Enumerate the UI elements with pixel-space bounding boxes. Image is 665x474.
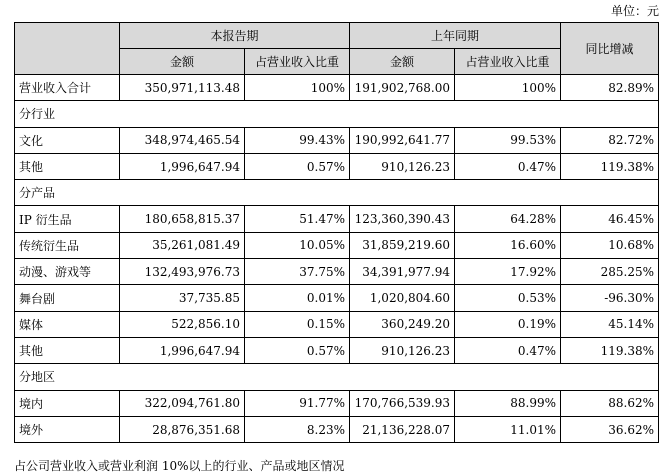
row-label: 舞台剧 <box>15 285 120 311</box>
prior-amount-cell: 31,859,219.60 <box>350 232 455 258</box>
table-row <box>15 127 659 153</box>
yoy-change-cell: 45.14% <box>561 311 659 337</box>
current-share-cell: 0.01% <box>245 285 350 311</box>
table-row <box>15 285 659 311</box>
section-label: 分行业 <box>15 101 659 127</box>
yoy-change-cell: 82.89% <box>561 75 659 101</box>
row-label: 动漫、游戏等 <box>15 259 120 285</box>
prior-amount-cell: 123,360,390.43 <box>350 206 455 232</box>
yoy-change-cell: 285.25% <box>561 259 659 285</box>
yoy-change-cell: 46.45% <box>561 206 659 232</box>
current-share-cell: 0.57% <box>245 153 350 179</box>
row-label: 传统衍生品 <box>15 232 120 258</box>
row-label: 境内 <box>15 390 120 416</box>
table-header <box>15 23 659 75</box>
yoy-change-cell: 82.72% <box>561 127 659 153</box>
row-label: 媒体 <box>15 311 120 337</box>
yoy-change-cell: 10.68% <box>561 232 659 258</box>
revenue-table <box>14 22 659 443</box>
header-current-period: 本报告期 <box>120 23 350 49</box>
table-row <box>15 232 659 258</box>
footnote: 占公司营业收入或营业利润 10%以上的行业、产品或地区情况 <box>14 459 345 473</box>
header-yoy-change: 同比增减 <box>561 23 659 75</box>
prior-amount-cell: 910,126.23 <box>350 153 455 179</box>
current-share-cell: 37.75% <box>245 259 350 285</box>
current-amount-cell: 180,658,815.37 <box>120 206 245 232</box>
table-row <box>15 416 659 442</box>
prior-share-cell: 11.01% <box>455 416 561 442</box>
current-amount-cell: 1,996,647.94 <box>120 337 245 363</box>
section-label: 分产品 <box>15 180 659 206</box>
prior-share-cell: 64.28% <box>455 206 561 232</box>
header-prior-share: 占营业收入比重 <box>455 49 561 75</box>
table-row <box>15 206 659 232</box>
current-amount-cell: 1,996,647.94 <box>120 153 245 179</box>
row-label: 其他 <box>15 153 120 179</box>
header-prior-period: 上年同期 <box>350 23 561 49</box>
current-amount-cell: 28,876,351.68 <box>120 416 245 442</box>
section-row <box>15 101 659 127</box>
row-label: 营业收入合计 <box>15 75 120 101</box>
prior-amount-cell: 191,902,768.00 <box>350 75 455 101</box>
header-current-amount: 金额 <box>120 49 245 75</box>
prior-amount-cell: 34,391,977.94 <box>350 259 455 285</box>
yoy-change-cell: 119.38% <box>561 153 659 179</box>
prior-share-cell: 0.47% <box>455 153 561 179</box>
current-share-cell: 51.47% <box>245 206 350 232</box>
current-amount-cell: 322,094,761.80 <box>120 390 245 416</box>
unit-label: 单位：元 <box>610 4 659 18</box>
table-body <box>15 75 659 443</box>
prior-share-cell: 17.92% <box>455 259 561 285</box>
table-row <box>15 259 659 285</box>
current-share-cell: 100% <box>245 75 350 101</box>
yoy-change-cell: 36.62% <box>561 416 659 442</box>
prior-amount-cell: 910,126.23 <box>350 337 455 363</box>
table-row <box>15 311 659 337</box>
prior-amount-cell: 21,136,228.07 <box>350 416 455 442</box>
yoy-change-cell: 88.62% <box>561 390 659 416</box>
prior-share-cell: 100% <box>455 75 561 101</box>
current-amount-cell: 522,856.10 <box>120 311 245 337</box>
prior-share-cell: 0.19% <box>455 311 561 337</box>
prior-share-cell: 0.53% <box>455 285 561 311</box>
prior-share-cell: 16.60% <box>455 232 561 258</box>
current-share-cell: 8.23% <box>245 416 350 442</box>
table-row <box>15 153 659 179</box>
row-label: 文化 <box>15 127 120 153</box>
prior-share-cell: 99.53% <box>455 127 561 153</box>
current-share-cell: 10.05% <box>245 232 350 258</box>
section-row <box>15 180 659 206</box>
table-row <box>15 337 659 363</box>
yoy-change-cell: -96.30% <box>561 285 659 311</box>
section-label: 分地区 <box>15 364 659 390</box>
prior-amount-cell: 190,992,641.77 <box>350 127 455 153</box>
table-row <box>15 75 659 101</box>
row-label: 其他 <box>15 337 120 363</box>
prior-amount-cell: 170,766,539.93 <box>350 390 455 416</box>
section-row <box>15 364 659 390</box>
yoy-change-cell: 119.38% <box>561 337 659 363</box>
prior-amount-cell: 1,020,804.60 <box>350 285 455 311</box>
prior-amount-cell: 360,249.20 <box>350 311 455 337</box>
prior-share-cell: 88.99% <box>455 390 561 416</box>
row-label: 境外 <box>15 416 120 442</box>
current-share-cell: 91.77% <box>245 390 350 416</box>
current-share-cell: 99.43% <box>245 127 350 153</box>
current-share-cell: 0.57% <box>245 337 350 363</box>
prior-share-cell: 0.47% <box>455 337 561 363</box>
header-current-share: 占营业收入比重 <box>245 49 350 75</box>
table-row <box>15 390 659 416</box>
row-label: IP 衍生品 <box>15 206 120 232</box>
current-amount-cell: 348,974,465.54 <box>120 127 245 153</box>
header-blank-cell <box>15 23 120 75</box>
current-amount-cell: 132,493,976.73 <box>120 259 245 285</box>
current-amount-cell: 37,735.85 <box>120 285 245 311</box>
current-share-cell: 0.15% <box>245 311 350 337</box>
current-amount-cell: 35,261,081.49 <box>120 232 245 258</box>
current-amount-cell: 350,971,113.48 <box>120 75 245 101</box>
header-prior-amount: 金额 <box>350 49 455 75</box>
